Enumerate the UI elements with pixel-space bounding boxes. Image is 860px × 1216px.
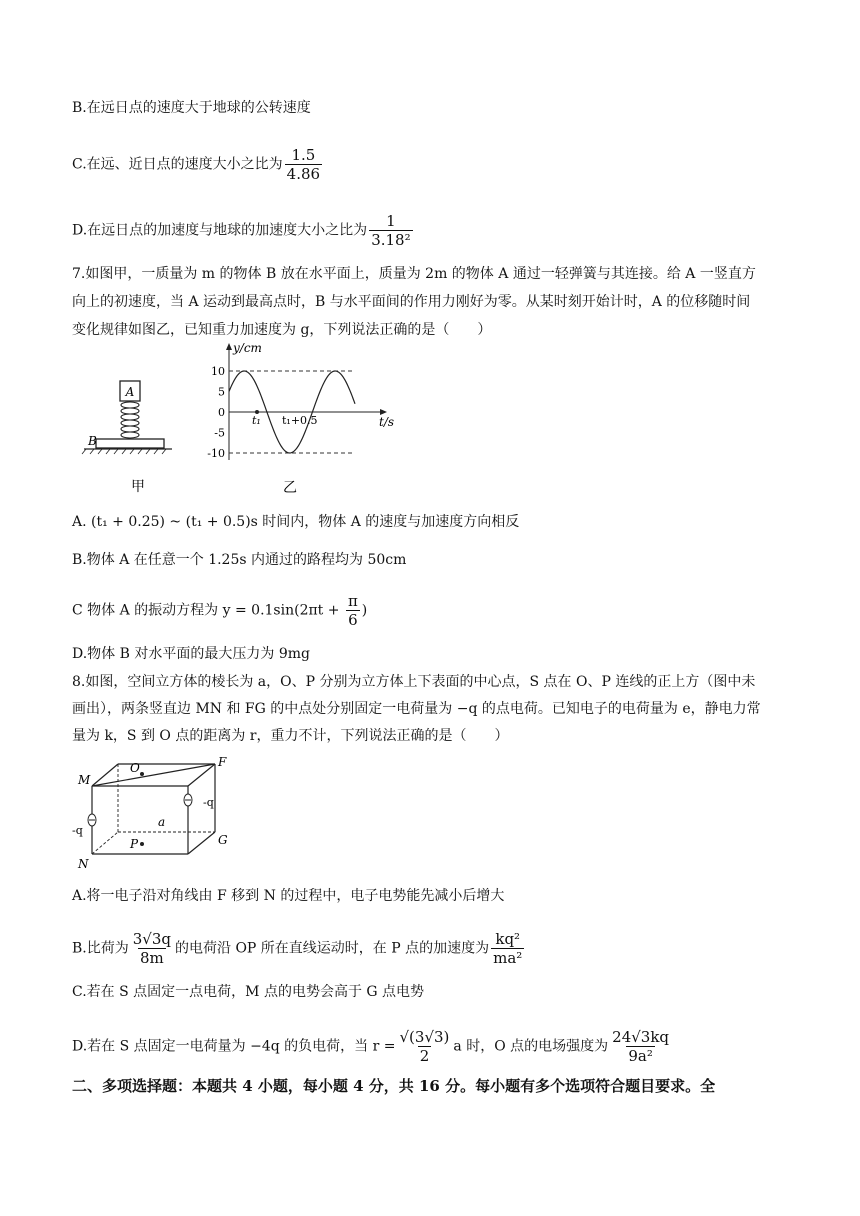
q8-stem-line3: 量为 k，S 到 O 点的距离为 r，重力不计，下列说法正确的是（ ）	[72, 728, 509, 744]
q8-stem-line1: 8.如图，空间立方体的棱长为 a，O、P 分别为立方体上下表面的中心点，S 点在 O、P 连线的正上方（图中未	[72, 674, 756, 690]
q8-option-d-fraction2	[610, 1028, 671, 1065]
label-q-right: -q	[203, 796, 214, 809]
q8-option-d-fraction1	[398, 1028, 452, 1065]
cube-edges	[92, 764, 215, 854]
frac-den: 3.18²	[371, 231, 411, 249]
label-m: M	[78, 773, 91, 787]
charge-left	[88, 814, 96, 826]
q6-option-b: B.在远日点的速度大于地球的公转速度	[72, 100, 311, 116]
cube-hidden-edges	[92, 764, 215, 854]
frac-num: 1.5	[291, 146, 316, 164]
q8-option-d-text1: D.若在 S 点固定一电荷量为 −4q 的负电荷，当 r =	[72, 1038, 396, 1055]
caption-yi: 乙	[283, 480, 297, 496]
frac-den: 8m	[139, 949, 164, 967]
tick-t1: t₁	[252, 414, 261, 427]
q7-option-c	[72, 592, 367, 629]
label-p: P	[130, 837, 139, 851]
q6-option-d-fraction	[369, 212, 412, 249]
frac-num: π	[347, 592, 358, 610]
frac-den: 9a²	[628, 1047, 653, 1065]
point-o	[140, 772, 144, 776]
label-n: N	[78, 857, 89, 871]
label-g: G	[218, 833, 228, 847]
q8-cube-figure	[70, 756, 230, 871]
q8-option-d-text2: a 时，O 点的电场强度为	[453, 1038, 609, 1055]
q6-option-c	[72, 146, 324, 183]
q7-stem-line2: 向上的初速度，当 A 运动到最高点时，B 与水平面间的作用力刚好为零。从某时刻开始计时，A 的位移随时间	[72, 294, 751, 310]
label-f: F	[218, 756, 227, 769]
charge-right	[184, 794, 192, 806]
frac-num: √(3√3)	[399, 1028, 450, 1046]
frac-num: 24√3kq	[612, 1028, 670, 1046]
label-o: O	[130, 761, 140, 775]
q8-option-b-fraction2	[491, 930, 524, 967]
q7-option-c-fraction	[346, 592, 360, 629]
label-a: A	[125, 385, 135, 399]
frac-den: 6	[348, 611, 358, 629]
q7-option-c-text: C 物体 A 的振动方程为 y = 0.1sin(2πt +	[72, 602, 344, 619]
q8-option-b-fraction1	[131, 930, 173, 967]
block-b	[96, 439, 164, 448]
label-b: B	[88, 434, 97, 448]
label-a-edge: a	[158, 815, 166, 829]
frac-num: kq²	[495, 930, 521, 948]
y-tick-label: 5	[218, 385, 225, 399]
frac-den: ma²	[493, 949, 523, 967]
q7-figure-yi-chart	[195, 340, 405, 500]
q8-option-c: C.若在 S 点固定一点电荷，M 点的电势会高于 G 点电势	[72, 984, 425, 1000]
q6-option-c-text: C.在远、近日点的速度大小之比为	[72, 156, 283, 173]
q7-option-c-end: )	[361, 602, 368, 619]
label-q-left: -q	[72, 824, 83, 837]
y-axis-arrow	[226, 343, 232, 350]
q7-stem-line1: 7.如图甲，一质量为 m 的物体 B 放在水平面上，质量为 2m 的物体 A 通过一轻弹簧与其连接。给 A 一竖直方	[72, 266, 756, 282]
y-axis-label: y/cm	[233, 341, 262, 355]
q6-option-d	[72, 212, 415, 249]
y-tick-label: -10	[207, 447, 225, 460]
section2-heading: 二、多项选择题：本题共 4 小题，每小题 4 分，共 16 分。每小题有多个选项符合题目要求。全	[72, 1077, 716, 1095]
x-axis-label: t/s	[379, 415, 395, 429]
y-tick-label: 0	[218, 406, 225, 419]
q6-option-c-fraction	[285, 146, 322, 183]
tick-t1-plus-0.5: t₁+0.5	[282, 414, 318, 427]
frac-num: 3√3q	[132, 930, 171, 948]
q7-option-a: A. (t₁ + 0.25) ~ (t₁ + 0.5)s 时间内，物体 A 的速度与加速度方向相反	[72, 514, 520, 530]
q8-option-d	[72, 1028, 673, 1065]
frac-den: 2	[419, 1047, 430, 1065]
q8-option-b-text2: 的电荷沿 OP 所在直线运动时，在 P 点的加速度为	[175, 940, 490, 957]
q7-option-d: D.物体 B 对水平面的最大压力为 9mg	[72, 646, 310, 662]
caption-jia: 甲	[131, 479, 145, 495]
frac-den: 4.86	[286, 165, 321, 183]
q8-option-b	[72, 930, 526, 967]
q6-option-d-text: D.在远日点的加速度与地球的加速度大小之比为	[72, 222, 368, 239]
ground-hatch	[82, 449, 166, 454]
q8-stem-line2: 画出），两条竖直边 MN 和 FG 的中点处分别固定一电荷量为 −q 的点电荷。已知电子的电荷量为 e，静电力常	[72, 701, 761, 717]
frac-num: 1	[386, 212, 396, 230]
y-tick-label: -5	[214, 426, 225, 440]
y-tick-label: 10	[211, 365, 225, 378]
q7-stem-line3: 变化规律如图乙，已知重力加速度为 g，下列说法正确的是（ ）	[72, 322, 492, 338]
spring	[121, 402, 139, 438]
q8-option-a: A.将一电子沿对角线由 F 移到 N 的过程中，电子电势能先减小后增大	[72, 888, 505, 904]
q8-option-b-text1: B.比荷为	[72, 940, 129, 957]
q7-option-b: B.物体 A 在任意一个 1.25s 内通过的路程均为 50cm	[72, 552, 407, 568]
q7-figure-jia	[80, 345, 200, 495]
point-p	[140, 842, 144, 846]
